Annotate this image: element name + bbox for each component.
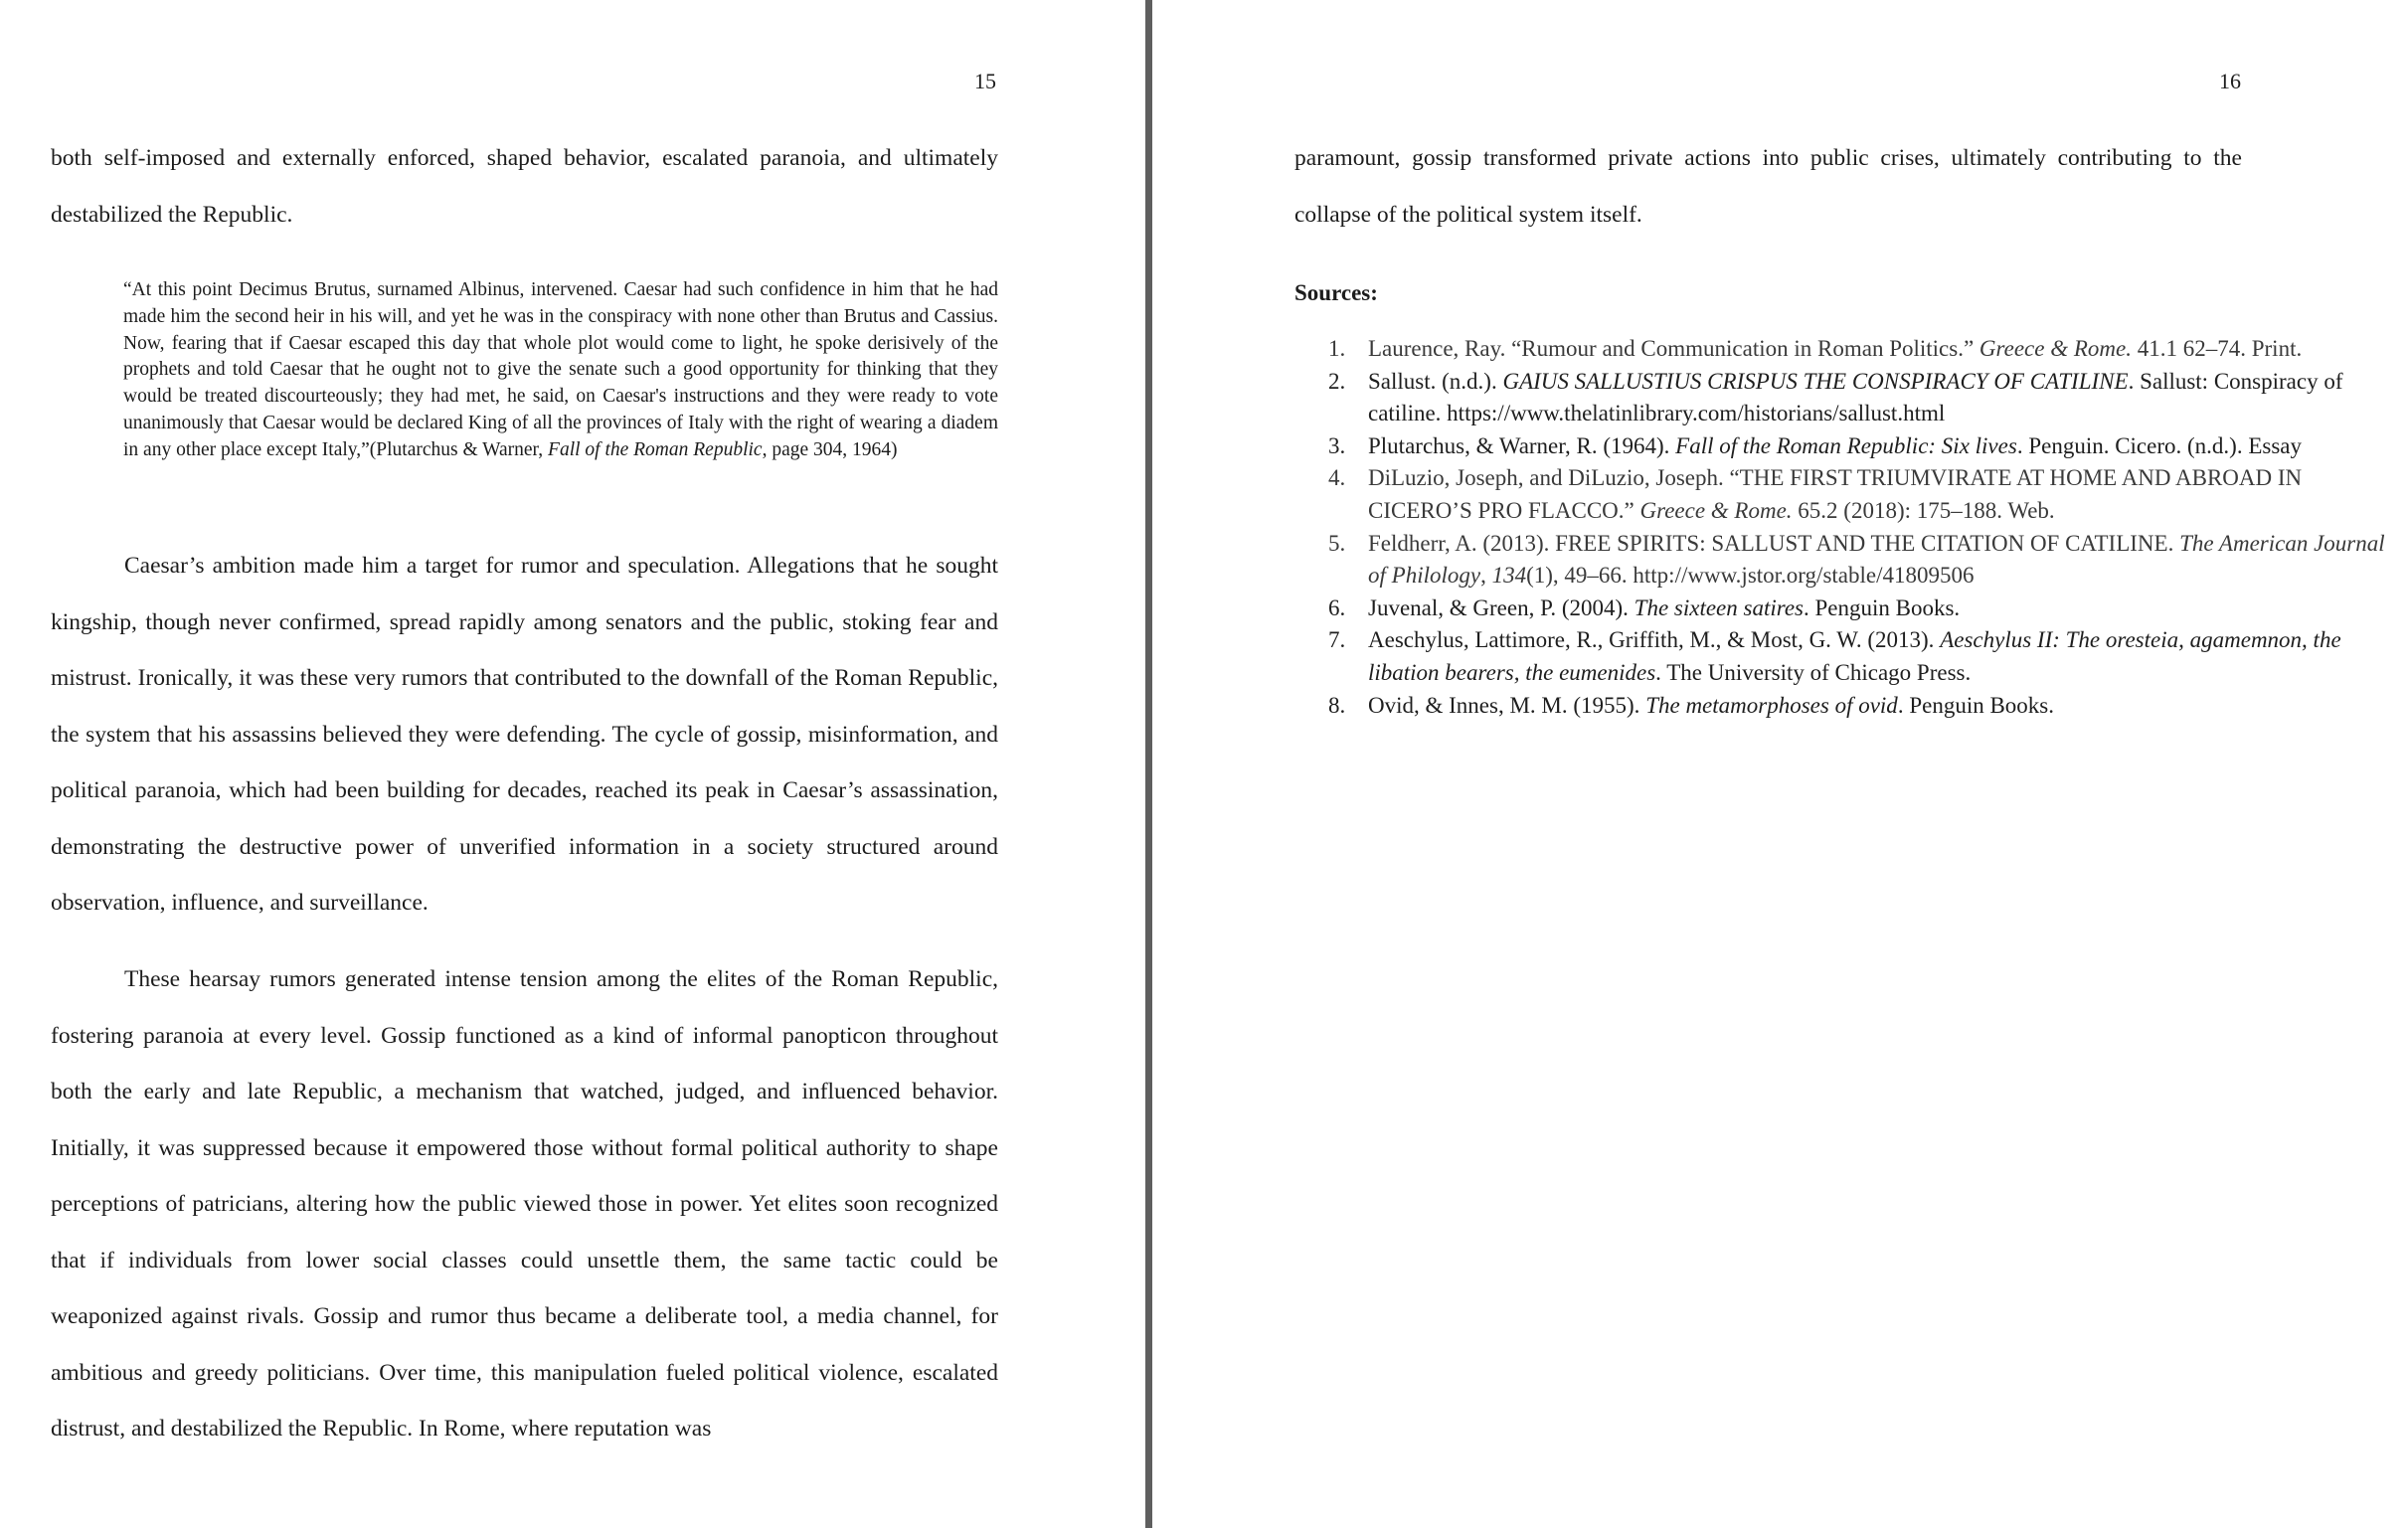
source-text-end: (1), 49–66. http://www.jstor.org/stable/41809506 [1526, 563, 1975, 589]
page-number: 15 [974, 69, 996, 93]
source-item [1294, 430, 2408, 463]
sources-list [1294, 333, 2408, 722]
paragraph-caesar-ambition: Caesar’s ambition made him a target for rumor and speculation. Allegations that he sought kingship, though never confirmed, spread rapidly among senators and the public, stoking fear and mistrust. Ironically, it was these very rumors that contributed to the downfall of the Roman Republic, the system that his assassins believed they were defending. The cycle of gossip, misinformation, and political paranoia, which had been building for decades, reached its peak in Caesar’s assassination, demonstrating the destructive power of unverified information in a society structured around observation, influence, and surveillance. [51, 553, 998, 916]
source-text-end: . Penguin Books. [1804, 594, 1961, 620]
sources-heading: Sources: [1294, 280, 1378, 305]
source-title: The American Journal of Philology [1368, 530, 2385, 589]
source-title: Greece & Rome. [1639, 497, 1793, 523]
source-item [1294, 462, 2408, 527]
source-text-mid: , [1480, 563, 1492, 589]
source-text-end: . Penguin Books. [1897, 692, 2054, 718]
source-text: Laurence, Ray. “Rumour and Communication in Roman Politics.” [1368, 336, 1979, 361]
paragraph-continuation: both self-imposed and externally enforced, shaped behavior, escalated paranoia, and ultimately destabilized the Republic. [51, 145, 998, 228]
source-item [1294, 333, 2408, 366]
source-text: Plutarchus, & Warner, R. (1964). [1368, 432, 1676, 458]
source-number: 5. [1328, 530, 1346, 556]
quote-citation-prefix: (Plutarchus & Warner, [369, 438, 549, 460]
source-text: Aeschylus, Lattimore, R., Griffith, M., & Most, G. W. (2013). [1368, 627, 1941, 653]
source-number: 2. [1328, 368, 1346, 394]
source-number: 3. [1328, 432, 1346, 458]
source-volume: 134 [1491, 563, 1527, 589]
document-page-15 [0, 0, 1145, 1528]
source-text: Sallust. (n.d.). [1368, 368, 1503, 394]
page-divider [1145, 0, 1152, 1528]
paragraph-hearsay-rumors: These hearsay rumors generated intense tension among the elites of the Roman Republic, fostering paranoia at every level. Gossip functioned as a kind of informal panopticon throughout both the early and late Republic, a mechanism that watched, judged, and influenced behavior. Initially, it was suppressed because it empowered those without formal political authority to shape perceptions of patricians, altering how the public viewed those in power. Yet elites soon recognized that if individuals from lower social classes could unsettle them, the same tactic could be weaponized against rivals. Gossip and rumor thus became a deliberate tool, a media channel, for ambitious and greedy politicians. Over time, this manipulation fueled political violence, escalated distrust, and destabilized the Republic. In Rome, where reputation was [51, 966, 998, 1442]
quote-citation-suffix: , page 304, 1964) [762, 438, 898, 460]
source-item [1294, 624, 2408, 689]
page-number: 16 [2219, 69, 2241, 93]
quote-text: “At this point Decimus Brutus, surnamed Albinus, intervened. Caesar had such confidence in him that he had made him the second heir in his will, and yet he was in the conspiracy with none other than Brutus and Cassius. Now, fearing that if Caesar escaped this day that whole plot would come to light, he spoke derisively of the prophets and told Caesar that he ought not to give the senate such a good opportunity for thinking that they would be treated discourteously; they had met, he said, on Caesar's instructions and they were ready to vote unanimously that Caesar would be declared King of all the provinces of Italy with the right of wearing a diadem in any other place except Italy,” [123, 279, 998, 460]
source-item [1294, 366, 2408, 430]
source-text: DiLuzio, Joseph, and DiLuzio, Joseph. “THE FIRST TRIUMVIRATE AT HOME AND ABROAD IN CICERO’S PRO FLACCO.” [1368, 465, 2303, 523]
source-item [1294, 690, 2408, 723]
source-number: 8. [1328, 692, 1346, 718]
source-text-end: . Sallust: Conspiracy of catiline. https://www.thelatinlibrary.com/historians/sallust.html [1368, 368, 2343, 426]
source-title: Aeschylus II: The oresteia, agamemnon, the libation bearers, the eumenides [1368, 627, 2341, 685]
source-title: Greece & Rome. [1978, 336, 2132, 361]
source-text: Feldherr, A. (2013). FREE SPIRITS: SALLUST AND THE CITATION OF CATILINE. [1368, 530, 2180, 556]
source-number: 1. [1328, 336, 1346, 361]
source-text-end: 41.1 62–74. Print. [2131, 336, 2303, 361]
source-title: Fall of the Roman Republic: Six lives [1675, 432, 2017, 458]
source-title: GAIUS SALLUSTIUS CRISPUS THE CONSPIRACY OF CATILINE [1502, 368, 2129, 394]
source-number: 7. [1328, 627, 1346, 653]
source-text-end: . Penguin. Cicero. (n.d.). Essay [2016, 432, 2302, 458]
document-page-16 [1152, 0, 2385, 1528]
source-number: 4. [1328, 465, 1346, 491]
source-title: The metamorphoses of ovid [1645, 692, 1898, 718]
source-item [1294, 528, 2408, 593]
source-text: Ovid, & Innes, M. M. (1955). [1368, 692, 1646, 718]
source-text-end: . The University of Chicago Press. [1655, 659, 1972, 685]
quote-citation-title: Fall of the Roman Republic [548, 438, 763, 460]
source-title: The sixteen satires [1634, 594, 1804, 620]
paragraph-continuation: paramount, gossip transformed private actions into public crises, ultimately contributing to the collapse of the political system itself. [1294, 145, 2242, 228]
block-quote [123, 277, 998, 464]
source-item [1294, 593, 2408, 625]
source-text: Juvenal, & Green, P. (2004). [1368, 594, 1634, 620]
source-text-end: 65.2 (2018): 175–188. Web. [1792, 497, 2055, 523]
source-number: 6. [1328, 594, 1346, 620]
